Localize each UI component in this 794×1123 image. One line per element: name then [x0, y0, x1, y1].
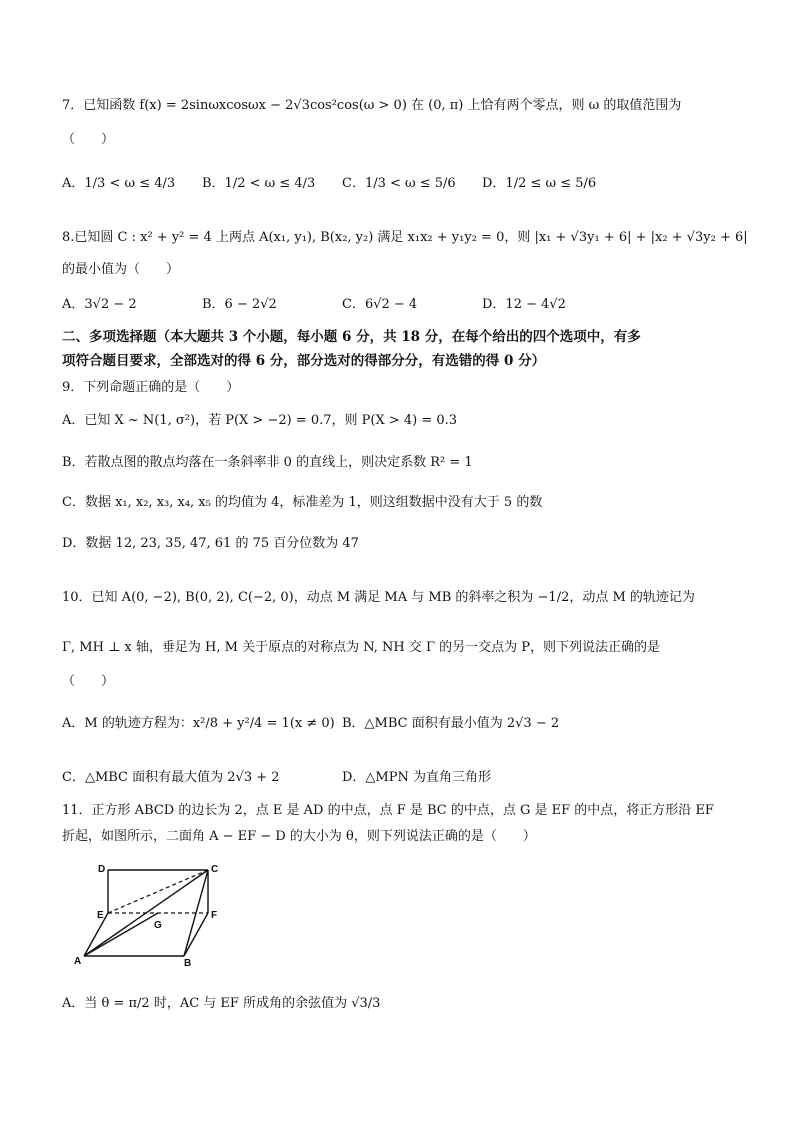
section-two-heading-cont: 项符合题目要求，全部选对的得 6 分，部分选对的得部分分，有选错的得 0 分）	[62, 353, 546, 369]
q9-option-d: D．数据 12, 23, 35, 47, 61 的 75 百分位数为 47	[62, 536, 359, 551]
q7-option-b: B．1/2 < ω ≤ 4/3	[202, 176, 316, 191]
q8-option-a: A．3√2 − 2	[62, 297, 137, 312]
q8-option-b: B．6 − 2√2	[202, 297, 277, 312]
label-a: A	[74, 956, 82, 967]
q11-option-a: A．当 θ = π/2 时，AC 与 EF 所成角的余弦值为 √3/3	[62, 996, 381, 1011]
q10-option-b: B．△MBC 面积有最小值为 2√3 − 2	[342, 716, 560, 731]
q10-option-c: C．△MBC 面积有最大值为 2√3 + 2	[62, 770, 280, 785]
q10-stem: 10．已知 A(0, −2), B(0, 2), C(−2, 0)，动点 M 满足 MA 与 MB 的斜率之积为 −1/2，动点 M 的轨迹记为	[62, 590, 695, 605]
folded-square-figure	[70, 858, 250, 968]
edge-fb	[184, 913, 208, 956]
q7-paren: （ ）	[62, 132, 115, 147]
segment-ec-dashed	[108, 870, 208, 913]
q11-stem-cont: 折起，如图所示，二面角 A − EF − D 的大小为 θ，则下列说法正确的是（ ）	[62, 829, 536, 844]
q8-stem: 8.已知圆 C : x² + y² = 4 上两点 A(x₁, y₁), B(x₂, y₂) 满足 x₁x₂ + y₁y₂ = 0，则 |x₁ + √3y₁ + 6| + |x₂ + √3y₂ + 6|	[62, 230, 748, 245]
q11-stem: 11．正方形 ABCD 的边长为 2，点 E 是 AD 的中点，点 F 是 BC 的中点，点 G 是 EF 的中点，将正方形沿 EF	[62, 803, 714, 818]
q9-option-b: B．若散点图的散点均落在一条斜率非 0 的直线上，则决定系数 R² = 1	[62, 455, 473, 470]
q9-option-a: A．已知 X ~ N(1, σ²)，若 P(X > −2) = 0.7，则 P(X > 4) = 0.3	[62, 413, 458, 428]
label-e: E	[97, 910, 104, 921]
q7-option-c: C．1/3 < ω ≤ 5/6	[342, 176, 456, 191]
q8-stem-cont: 的最小值为（ ）	[62, 262, 180, 277]
q7-option-d: D．1/2 ≤ ω ≤ 5/6	[482, 176, 597, 191]
segment-ag	[84, 913, 158, 956]
q10-option-a: A．M 的轨迹方程为：x²/8 + y²/4 = 1(x ≠ 0)	[62, 716, 335, 731]
label-g: G	[154, 920, 162, 931]
q9-option-c: C．数据 x₁, x₂, x₃, x₄, x₅ 的均值为 4，标准差为 1，则这组数据中没有大于 5 的数	[62, 495, 543, 510]
section-two-heading: 二、多项选择题（本大题共 3 个小题，每小题 6 分，共 18 分，在每个给出的四个选项中，有多	[62, 329, 641, 345]
label-f: F	[211, 910, 218, 921]
q8-option-c: C．6√2 − 4	[342, 297, 418, 312]
label-d: D	[98, 864, 106, 875]
q9-stem: 9．下列命题正确的是（ ）	[62, 380, 240, 395]
q7-stem: 7．已知函数 f(x) = 2sinωxcosωx − 2√3cos²cos(ω > 0) 在 (0, π) 上恰有两个零点，则 ω 的取值范围为	[62, 98, 682, 113]
q10-stem-cont: Γ, MH ⊥ x 轴，垂足为 H, M 关于原点的对称点为 N, NH 交 Γ 的另一交点为 P，则下列说法正确的是	[62, 640, 661, 655]
q8-option-d: D．12 − 4√2	[482, 297, 566, 312]
label-c: C	[211, 864, 219, 875]
label-b: B	[184, 958, 192, 968]
q7-option-a: A．1/3 < ω ≤ 4/3	[62, 176, 176, 191]
q10-option-d: D．△MPN 为直角三角形	[342, 770, 491, 785]
q10-paren: （ ）	[62, 674, 115, 689]
